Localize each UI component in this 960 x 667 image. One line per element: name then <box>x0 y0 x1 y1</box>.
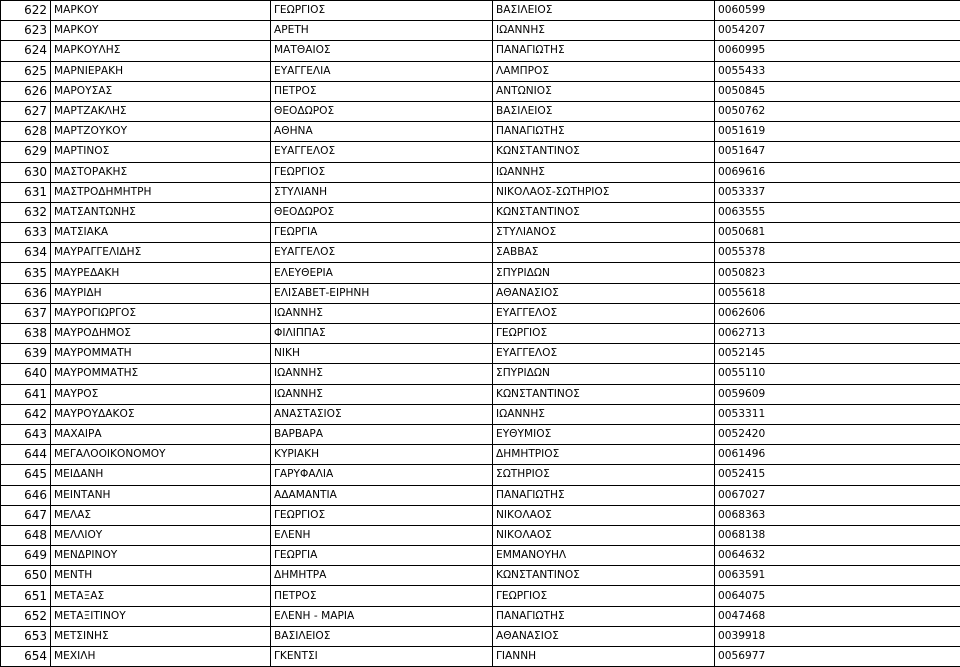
table-row <box>1 122 960 142</box>
table-row <box>1 243 960 263</box>
surname-cell: ΜΕΙΔΑΝΗ <box>51 465 271 485</box>
table-row <box>1 202 960 222</box>
code-cell: 0053311 <box>715 404 960 424</box>
row-number-cell: 636 <box>1 283 51 303</box>
father-name-cell: ΝΙΚΟΛΑΟΣ-ΣΩΤΗΡΙΟΣ <box>493 182 715 202</box>
father-name-cell: ΠΑΝΑΓΙΩΤΗΣ <box>493 606 715 626</box>
row-number-cell: 623 <box>1 21 51 41</box>
first-name-cell: ΓΕΩΡΓΙΟΣ <box>271 505 493 525</box>
first-name-cell: ΕΥΑΓΓΕΛΙΑ <box>271 61 493 81</box>
surname-cell: ΜΑΥΡΟΓΙΩΡΓΟΣ <box>51 303 271 323</box>
row-number-cell: 624 <box>1 41 51 61</box>
father-name-cell: ΙΩΑΝΝΗΣ <box>493 404 715 424</box>
first-name-cell: ΕΛΕΝΗ <box>271 525 493 545</box>
first-name-cell: ΔΗΜΗΤΡΑ <box>271 566 493 586</box>
code-cell: 0054207 <box>715 21 960 41</box>
father-name-cell: ΣΠΥΡΙΔΩΝ <box>493 263 715 283</box>
first-name-cell: ΣΤΥΛΙΑΝΗ <box>271 182 493 202</box>
row-number-cell: 640 <box>1 364 51 384</box>
father-name-cell: ΣΩΤΗΡΙΟΣ <box>493 465 715 485</box>
father-name-cell: ΚΩΝΣΤΑΝΤΙΝΟΣ <box>493 142 715 162</box>
table-row <box>1 303 960 323</box>
table-row <box>1 566 960 586</box>
father-name-cell: ΕΥΘΥΜΙΟΣ <box>493 424 715 444</box>
row-number-cell: 653 <box>1 626 51 646</box>
table-row <box>1 384 960 404</box>
first-name-cell: ΦΙΛΙΠΠΑΣ <box>271 324 493 344</box>
code-cell: 0063591 <box>715 566 960 586</box>
surname-cell: ΜΑΣΤΟΡΑΚΗΣ <box>51 162 271 182</box>
code-cell: 0062606 <box>715 303 960 323</box>
first-name-cell: ΘΕΟΔΩΡΟΣ <box>271 101 493 121</box>
surname-cell: ΜΑΡΚΟΥΛΗΣ <box>51 41 271 61</box>
table-row <box>1 404 960 424</box>
surname-cell: ΜΑΥΡΙΔΗ <box>51 283 271 303</box>
first-name-cell: ΜΑΤΘΑΙΟΣ <box>271 41 493 61</box>
father-name-cell: ΕΥΑΓΓΕΛΟΣ <box>493 344 715 364</box>
table-row <box>1 485 960 505</box>
code-cell: 0067027 <box>715 485 960 505</box>
father-name-cell: ΓΙΑΝΝΗ <box>493 647 715 667</box>
code-cell: 0068138 <box>715 525 960 545</box>
father-name-cell: ΚΩΝΣΤΑΝΤΙΝΟΣ <box>493 384 715 404</box>
father-name-cell: ΠΑΝΑΓΙΩΤΗΣ <box>493 485 715 505</box>
code-cell: 0064075 <box>715 586 960 606</box>
first-name-cell: ΓΕΩΡΓΙΑ <box>271 223 493 243</box>
first-name-cell: ΑΘΗΝΑ <box>271 122 493 142</box>
first-name-cell: ΙΩΑΝΝΗΣ <box>271 303 493 323</box>
table-row <box>1 647 960 667</box>
first-name-cell: ΕΛΕΥΘΕΡΙΑ <box>271 263 493 283</box>
surname-cell: ΜΑΥΡΟΔΗΜΟΣ <box>51 324 271 344</box>
surname-cell: ΜΑΡΚΟΥ <box>51 1 271 21</box>
surname-cell: ΜΑΥΡΟΜΜΑΤΗΣ <box>51 364 271 384</box>
surname-cell: ΜΕΤΑΞΑΣ <box>51 586 271 606</box>
code-cell: 0055110 <box>715 364 960 384</box>
table-row <box>1 586 960 606</box>
code-cell: 0050823 <box>715 263 960 283</box>
first-name-cell: ΠΕΤΡΟΣ <box>271 586 493 606</box>
code-cell: 0069616 <box>715 162 960 182</box>
code-cell: 0039918 <box>715 626 960 646</box>
table-row <box>1 223 960 243</box>
surname-cell: ΜΕΛΛΙΟΥ <box>51 525 271 545</box>
table-row <box>1 606 960 626</box>
father-name-cell: ΣΤΥΛΙΑΝΟΣ <box>493 223 715 243</box>
first-name-cell: ΚΥΡΙΑΚΗ <box>271 445 493 465</box>
row-number-cell: 647 <box>1 505 51 525</box>
surname-cell: ΜΕΧΙΛΗ <box>51 647 271 667</box>
code-cell: 0055433 <box>715 61 960 81</box>
father-name-cell: ΝΙΚΟΛΑΟΣ <box>493 505 715 525</box>
father-name-cell: ΒΑΣΙΛΕΙΟΣ <box>493 101 715 121</box>
father-name-cell: ΝΙΚΟΛΑΟΣ <box>493 525 715 545</box>
surname-cell: ΜΕΤΣΙΝΗΣ <box>51 626 271 646</box>
father-name-cell: ΓΕΩΡΓΙΟΣ <box>493 324 715 344</box>
father-name-cell: ΒΑΣΙΛΕΙΟΣ <box>493 1 715 21</box>
surname-cell: ΜΕΛΑΣ <box>51 505 271 525</box>
table-row <box>1 445 960 465</box>
table-row <box>1 324 960 344</box>
first-name-cell: ΓΑΡΥΦΑΛΙΑ <box>271 465 493 485</box>
father-name-cell: ΙΩΑΝΝΗΣ <box>493 162 715 182</box>
surname-cell: ΜΑΡΤΙΝΟΣ <box>51 142 271 162</box>
row-number-cell: 635 <box>1 263 51 283</box>
father-name-cell: ΓΕΩΡΓΙΟΣ <box>493 586 715 606</box>
code-cell: 0050762 <box>715 101 960 121</box>
row-number-cell: 644 <box>1 445 51 465</box>
table-row <box>1 283 960 303</box>
first-name-cell: ΑΔΑΜΑΝΤΙΑ <box>271 485 493 505</box>
code-cell: 0060599 <box>715 1 960 21</box>
surname-cell: ΜΕΙΝΤΑΝΗ <box>51 485 271 505</box>
roster-table-body <box>1 1 960 667</box>
code-cell: 0063555 <box>715 202 960 222</box>
row-number-cell: 643 <box>1 424 51 444</box>
row-number-cell: 641 <box>1 384 51 404</box>
father-name-cell: ΣΑΒΒΑΣ <box>493 243 715 263</box>
surname-cell: ΜΑΥΡΟΜΜΑΤΗ <box>51 344 271 364</box>
table-row <box>1 101 960 121</box>
first-name-cell: ΕΥΑΓΓΕΛΟΣ <box>271 243 493 263</box>
first-name-cell: ΓΕΩΡΓΙΟΣ <box>271 162 493 182</box>
surname-cell: ΜΑΥΡΟΣ <box>51 384 271 404</box>
father-name-cell: ΚΩΝΣΤΑΝΤΙΝΟΣ <box>493 202 715 222</box>
table-row <box>1 61 960 81</box>
first-name-cell: ΝΙΚΗ <box>271 344 493 364</box>
first-name-cell: ΑΝΑΣΤΑΣΙΟΣ <box>271 404 493 424</box>
row-number-cell: 642 <box>1 404 51 424</box>
first-name-cell: ΕΥΑΓΓΕΛΟΣ <box>271 142 493 162</box>
code-cell: 0050845 <box>715 81 960 101</box>
first-name-cell: ΓΕΩΡΓΙΑ <box>271 546 493 566</box>
first-name-cell: ΓΕΩΡΓΙΟΣ <box>271 1 493 21</box>
father-name-cell: ΑΝΤΩΝΙΟΣ <box>493 81 715 101</box>
surname-cell: ΜΑΡΚΟΥ <box>51 21 271 41</box>
code-cell: 0052415 <box>715 465 960 485</box>
code-cell: 0050681 <box>715 223 960 243</box>
surname-cell: ΜΑΡΤΖΑΚΛΗΣ <box>51 101 271 121</box>
first-name-cell: ΠΕΤΡΟΣ <box>271 81 493 101</box>
table-row <box>1 41 960 61</box>
row-number-cell: 650 <box>1 566 51 586</box>
table-row <box>1 424 960 444</box>
first-name-cell: ΕΛΙΣΑΒΕΤ-ΕΙΡΗΝΗ <box>271 283 493 303</box>
row-number-cell: 630 <box>1 162 51 182</box>
code-cell: 0062713 <box>715 324 960 344</box>
table-row <box>1 626 960 646</box>
row-number-cell: 646 <box>1 485 51 505</box>
code-cell: 0061496 <box>715 445 960 465</box>
table-row <box>1 263 960 283</box>
surname-cell: ΜΑΣΤΡΟΔΗΜΗΤΡΗ <box>51 182 271 202</box>
table-row <box>1 21 960 41</box>
first-name-cell: ΒΑΡΒΑΡΑ <box>271 424 493 444</box>
table-row <box>1 1 960 21</box>
first-name-cell: ΙΩΑΝΝΗΣ <box>271 384 493 404</box>
row-number-cell: 622 <box>1 1 51 21</box>
code-cell: 0051647 <box>715 142 960 162</box>
code-cell: 0051619 <box>715 122 960 142</box>
surname-cell: ΜΑΥΡΑΓΓΕΛΙΔΗΣ <box>51 243 271 263</box>
row-number-cell: 626 <box>1 81 51 101</box>
surname-cell: ΜΕΤΑΞΙΤΙΝΟΥ <box>51 606 271 626</box>
code-cell: 0064632 <box>715 546 960 566</box>
row-number-cell: 637 <box>1 303 51 323</box>
father-name-cell: ΑΘΑΝΑΣΙΟΣ <box>493 283 715 303</box>
father-name-cell: ΕΜΜΑΝΟΥΗΛ <box>493 546 715 566</box>
row-number-cell: 648 <box>1 525 51 545</box>
row-number-cell: 625 <box>1 61 51 81</box>
code-cell: 0055378 <box>715 243 960 263</box>
row-number-cell: 638 <box>1 324 51 344</box>
code-cell: 0052420 <box>715 424 960 444</box>
row-number-cell: 639 <box>1 344 51 364</box>
surname-cell: ΜΕΓΑΛΟΟΙΚΟΝΟΜΟΥ <box>51 445 271 465</box>
father-name-cell: ΚΩΝΣΤΑΝΤΙΝΟΣ <box>493 566 715 586</box>
surname-cell: ΜΑΡΝΙΕΡΑΚΗ <box>51 61 271 81</box>
row-number-cell: 651 <box>1 586 51 606</box>
row-number-cell: 649 <box>1 546 51 566</box>
row-number-cell: 633 <box>1 223 51 243</box>
code-cell: 0060995 <box>715 41 960 61</box>
table-row <box>1 505 960 525</box>
father-name-cell: ΕΥΑΓΓΕΛΟΣ <box>493 303 715 323</box>
row-number-cell: 645 <box>1 465 51 485</box>
father-name-cell: ΛΑΜΠΡΟΣ <box>493 61 715 81</box>
row-number-cell: 627 <box>1 101 51 121</box>
surname-cell: ΜΕΝΤΗ <box>51 566 271 586</box>
surname-cell: ΜΑΡΤΖΟΥΚΟΥ <box>51 122 271 142</box>
surname-cell: ΜΑΤΣΙΑΚΑ <box>51 223 271 243</box>
table-row <box>1 344 960 364</box>
surname-cell: ΜΑΡΟΥΣΑΣ <box>51 81 271 101</box>
surname-cell: ΜΑΥΡΕΔΑΚΗ <box>51 263 271 283</box>
row-number-cell: 628 <box>1 122 51 142</box>
surname-cell: ΜΕΝΔΡΙΝΟΥ <box>51 546 271 566</box>
father-name-cell: ΠΑΝΑΓΙΩΤΗΣ <box>493 41 715 61</box>
row-number-cell: 632 <box>1 202 51 222</box>
code-cell: 0056977 <box>715 647 960 667</box>
table-row <box>1 525 960 545</box>
surname-cell: ΜΑΧΑΙΡΑ <box>51 424 271 444</box>
first-name-cell: ΘΕΟΔΩΡΟΣ <box>271 202 493 222</box>
row-number-cell: 654 <box>1 647 51 667</box>
code-cell: 0055618 <box>715 283 960 303</box>
father-name-cell: ΣΠΥΡΙΔΩΝ <box>493 364 715 384</box>
first-name-cell: ΑΡΕΤΗ <box>271 21 493 41</box>
table-row <box>1 162 960 182</box>
first-name-cell: ΕΛΕΝΗ - ΜΑΡΙΑ <box>271 606 493 626</box>
first-name-cell: ΙΩΑΝΝΗΣ <box>271 364 493 384</box>
table-row <box>1 546 960 566</box>
code-cell: 0053337 <box>715 182 960 202</box>
row-number-cell: 652 <box>1 606 51 626</box>
first-name-cell: ΒΑΣΙΛΕΙΟΣ <box>271 626 493 646</box>
table-row <box>1 465 960 485</box>
father-name-cell: ΙΩΑΝΝΗΣ <box>493 21 715 41</box>
row-number-cell: 629 <box>1 142 51 162</box>
code-cell: 0068363 <box>715 505 960 525</box>
code-cell: 0047468 <box>715 606 960 626</box>
row-number-cell: 631 <box>1 182 51 202</box>
father-name-cell: ΑΘΑΝΑΣΙΟΣ <box>493 626 715 646</box>
table-row <box>1 142 960 162</box>
code-cell: 0052145 <box>715 344 960 364</box>
father-name-cell: ΔΗΜΗΤΡΙΟΣ <box>493 445 715 465</box>
table-row <box>1 182 960 202</box>
father-name-cell: ΠΑΝΑΓΙΩΤΗΣ <box>493 122 715 142</box>
table-row <box>1 81 960 101</box>
surname-cell: ΜΑΥΡΟΥΔΑΚΟΣ <box>51 404 271 424</box>
code-cell: 0059609 <box>715 384 960 404</box>
first-name-cell: ΓΚΕΝΤΣΙ <box>271 647 493 667</box>
row-number-cell: 634 <box>1 243 51 263</box>
surname-cell: ΜΑΤΣΑΝΤΩΝΗΣ <box>51 202 271 222</box>
table-row <box>1 364 960 384</box>
